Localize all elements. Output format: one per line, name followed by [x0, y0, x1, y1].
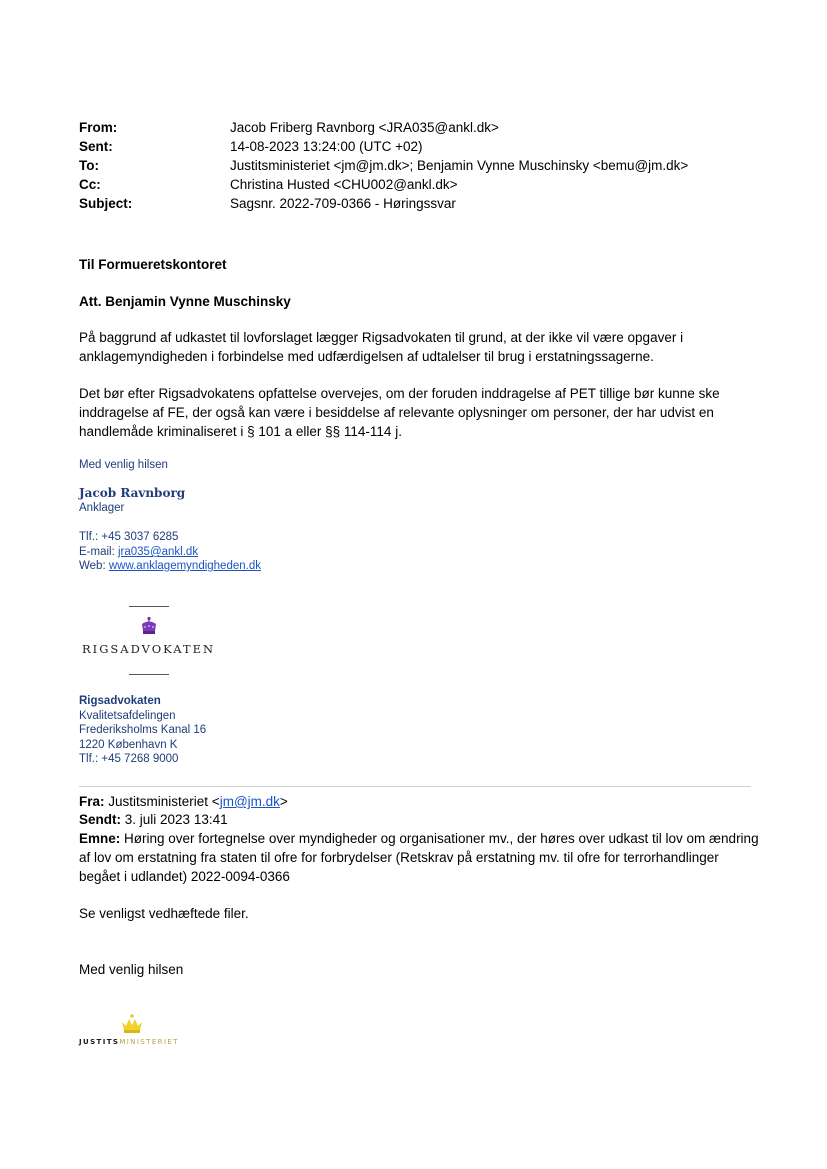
signature-phone: Tlf.: +45 3037 6285	[79, 531, 179, 543]
forward-subject-row	[79, 829, 759, 886]
paragraph-2: Det bør efter Rigsadvokatens opfattelse overvejes, om der foruden inddragelse af PET tillige bør kunne ske inddragelse af FE, der også kan være i besiddelse af relevante oplysninger om personer, der har udvist en handlemåde kriminaliseret i § 101 a eller §§ 114-114 j.	[79, 386, 720, 439]
attention-line: Att. Benjamin Vynne Muschinsky	[79, 294, 291, 309]
rigsadvokaten-logo	[79, 600, 219, 680]
fra-label: Fra:	[79, 794, 105, 809]
crown-icon	[119, 1014, 145, 1034]
sendt-label: Sendt:	[79, 812, 121, 827]
org-phone: Tlf.: +45 7268 9000	[79, 753, 179, 765]
paragraph-1: På baggrund af udkastet til lovforslaget lægger Rigsadvokaten til grund, at der ikke vil være opgaver i anklagemyndigheden i forbindelse med udfærdigelsen af udtalelser til brug i erstatningssagerne.	[79, 330, 684, 364]
to-label: To:	[79, 158, 99, 173]
forward-body: Se venligst vedhæftede filer.	[79, 906, 249, 921]
justitsministeriet-logo	[79, 1014, 189, 1048]
signature-name: Jacob Ravnborg	[79, 486, 186, 500]
forward-from-row	[79, 792, 759, 811]
signature-greeting: Med venlig hilsen	[79, 459, 168, 471]
divider	[79, 786, 751, 787]
signature-web-row	[79, 559, 261, 574]
signature-title: Anklager	[79, 502, 125, 514]
fra-name: Justitsministeriet <	[108, 794, 220, 809]
web-link[interactable]: www.anklagemyndigheden.dk	[108, 560, 261, 572]
org-city: 1220 København K	[79, 739, 178, 751]
forward-greeting: Med venlig hilsen	[79, 962, 184, 977]
jm-logo-text	[79, 1038, 179, 1046]
cc-value: Christina Husted <CHU002@ankl.dk>	[230, 177, 458, 192]
crown-icon	[140, 616, 158, 636]
subject-label: Subject:	[79, 196, 133, 211]
sent-value: 14-08-2023 13:24:00 (UTC +02)	[230, 139, 423, 154]
from-value: Jacob Friberg Ravnborg <JRA035@ankl.dk>	[230, 120, 499, 135]
forward-sent-row	[79, 810, 759, 829]
from-label: From:	[79, 120, 118, 135]
email-label: E-mail:	[79, 546, 118, 558]
recipient-office: Til Formueretskontoret	[79, 257, 227, 272]
fra-close: >	[279, 794, 288, 809]
sendt-value: 3. juli 2023 13:41	[124, 812, 228, 827]
logo-text: RIGSADVOKATEN	[82, 642, 216, 656]
to-value: Justitsministeriet <jm@jm.dk>; Benjamin Vynne Muschinsky <bemu@jm.dk>	[230, 158, 689, 173]
jm-logo-text-a: JUSTITS	[79, 1038, 120, 1046]
fra-email-link[interactable]: jm@jm.dk	[219, 794, 280, 809]
email-link[interactable]: jra035@ankl.dk	[117, 546, 199, 558]
org-department: Kvalitetsafdelingen	[79, 710, 176, 722]
subject-value: Sagsnr. 2022-709-0366 - Høringssvar	[230, 196, 456, 211]
logo-top-rule	[129, 606, 169, 607]
web-label: Web:	[79, 560, 109, 572]
org-street: Frederiksholms Kanal 16	[79, 724, 207, 736]
logo-bottom-rule	[129, 674, 169, 675]
emne-value: Høring over fortegnelse over myndigheder og organisationer mv., der høres over udkast til lov om ændring af lov om erstatning fra staten til ofre for forbrydelser (Retskrav på erstatning mv. til ofre for terrorhandlinger begået i udlandet) 2022-0094-0366	[79, 831, 759, 884]
jm-logo-text-b: MINISTERIET	[119, 1038, 179, 1046]
emne-label: Emne:	[79, 831, 121, 846]
org-name: Rigsadvokaten	[79, 695, 161, 707]
sent-label: Sent:	[79, 139, 113, 154]
cc-label: Cc:	[79, 177, 101, 192]
signature-email-row	[79, 545, 198, 560]
